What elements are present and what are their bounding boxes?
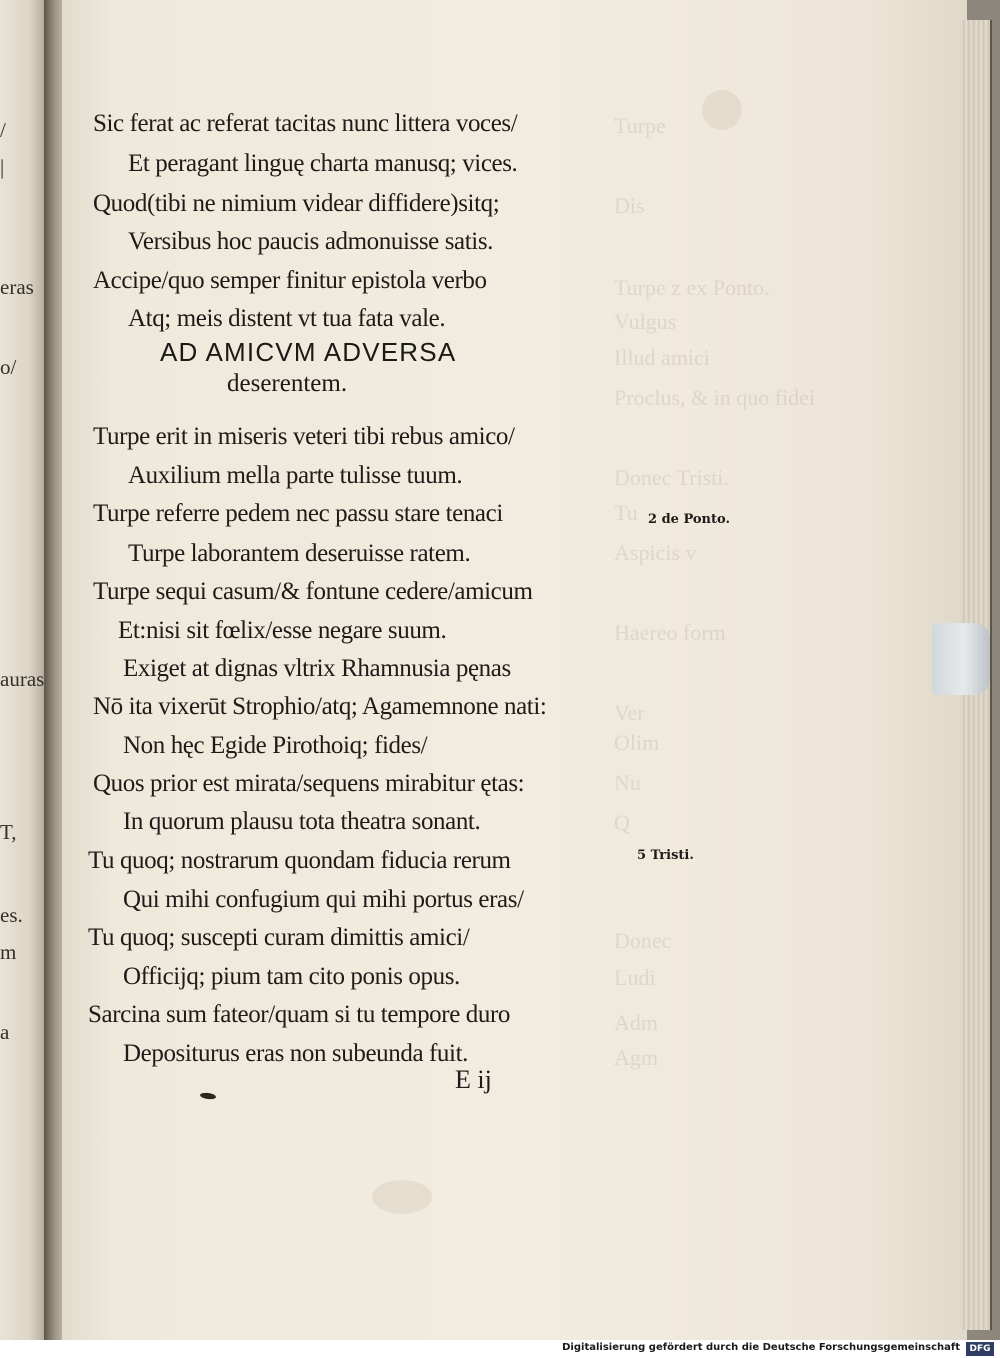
left-page-fragment: es. <box>0 903 23 927</box>
footer-bar <box>0 1340 1000 1358</box>
bleed-through-line: Proclus, & in quo fidei <box>614 385 816 410</box>
bleed-through-line: Ludi <box>614 965 656 990</box>
bleed-through-line: Vulgus <box>614 309 677 334</box>
bleed-through-line: Turpe <box>614 113 666 138</box>
poem-line: Qui mihi confugium qui mihi portus eras/ <box>123 886 524 913</box>
poem-line: Exiget at dignas vltrix Rhamnusia pęnas <box>123 655 511 682</box>
poem-line: Et peragant linguę charta manusq; vices. <box>128 150 518 177</box>
poem-line: Turpe referre pedem nec passu stare tenaci <box>93 500 503 527</box>
bleed-through-line: Illud amici <box>614 345 710 370</box>
margin-gloss: 2 de Ponto. <box>648 512 730 527</box>
poem-line: Turpe laborantem deseruisse ratem. <box>128 540 471 567</box>
poem-line: Versibus hoc paucis admonuisse satis. <box>128 228 494 255</box>
paper-stain <box>702 90 742 130</box>
poem-line: Non hęc Egide Pirothoiq; fides/ <box>123 732 428 759</box>
poem-line: Quod(tibi ne nimium videar diffidere)sitq; <box>93 190 500 217</box>
bleed-through-line: Olim <box>614 730 660 755</box>
bleed-through-line: Agm <box>614 1045 658 1070</box>
left-page-fragment: T, <box>0 820 17 844</box>
dfg-logo-text: DFG <box>969 1344 991 1354</box>
poem-line: Depositurus eras non subeunda fuit. <box>123 1040 468 1067</box>
poem-line: Sic ferat ac referat tacitas nunc littera voces/ <box>93 110 518 137</box>
left-facing-page <box>0 0 48 1345</box>
poem-line: In quorum plausu tota theatra sonant. <box>123 808 481 835</box>
bleed-through-line: Turpe z ex Ponto. <box>614 275 770 300</box>
bleed-through-line: Aspicis v <box>614 540 697 565</box>
bleed-through-line: Haereo form <box>614 620 726 645</box>
margin-gloss: 5 Tristi. <box>637 848 694 863</box>
paper-stain <box>372 1180 432 1214</box>
poem-heading-subtitle: deserentem. <box>227 370 348 397</box>
poem-heading: AD AMICVM ADVERSA <box>160 337 457 367</box>
left-page-fragment: m <box>0 940 17 964</box>
bleed-through-line: Adm <box>614 1010 658 1035</box>
poem-line: Nō ita vixerūt Strophio/atq; Agamemnone nati: <box>93 693 547 720</box>
poem-line: Atq; meis distent vt tua fata vale. <box>128 305 446 332</box>
poem-line: Auxilium mella parte tulisse tuum. <box>128 462 463 489</box>
poem-line: Turpe erit in miseris veteri tibi rebus amico/ <box>93 423 515 450</box>
poem-line: Sarcina sum fateor/quam si tu tempore duro <box>88 1001 510 1028</box>
funding-credit: Digitalisierung gefördert durch die Deutsche Forschungsgemeinschaft <box>562 1342 960 1353</box>
dfg-logo <box>966 1342 994 1356</box>
bleed-through-line: Q <box>614 810 630 835</box>
bleed-through-line: Dis <box>614 193 645 218</box>
poem-line: Et:nisi sit fœlix/esse negare suum. <box>118 617 447 644</box>
poem-line: Officijq; pium tam cito ponis opus. <box>123 963 460 990</box>
left-page-fragment: / <box>0 118 6 142</box>
bleed-through-line: Donec Tristi. <box>614 465 729 490</box>
bleed-through-line: Nu <box>614 770 641 795</box>
bleed-through-line: Ver <box>614 700 645 725</box>
poem-line: Tu quoq; suscepti curam dimittis amici/ <box>88 924 470 951</box>
bleed-through-line: Tu <box>614 500 638 525</box>
poem-line: Turpe sequi casum/& fontune cedere/amicum <box>93 578 533 605</box>
left-page-fragment: a <box>0 1020 10 1044</box>
poem-line: Tu quoq; nostrarum quondam fiducia rerum <box>88 847 511 874</box>
bookmark-clip <box>932 623 990 695</box>
signature-mark: E ij <box>455 1065 492 1094</box>
left-page-fragment: | <box>0 155 5 179</box>
left-page-fragment: o/ <box>0 355 17 379</box>
left-page-fragment: eras <box>0 275 34 299</box>
poem-line: Quos prior est mirata/sequens mirabitur ętas: <box>93 770 525 797</box>
left-page-fragment: auras <box>0 667 45 691</box>
bleed-through-line: Donec <box>614 928 672 953</box>
poem-line: Accipe/quo semper finitur epistola verbo <box>93 267 487 294</box>
